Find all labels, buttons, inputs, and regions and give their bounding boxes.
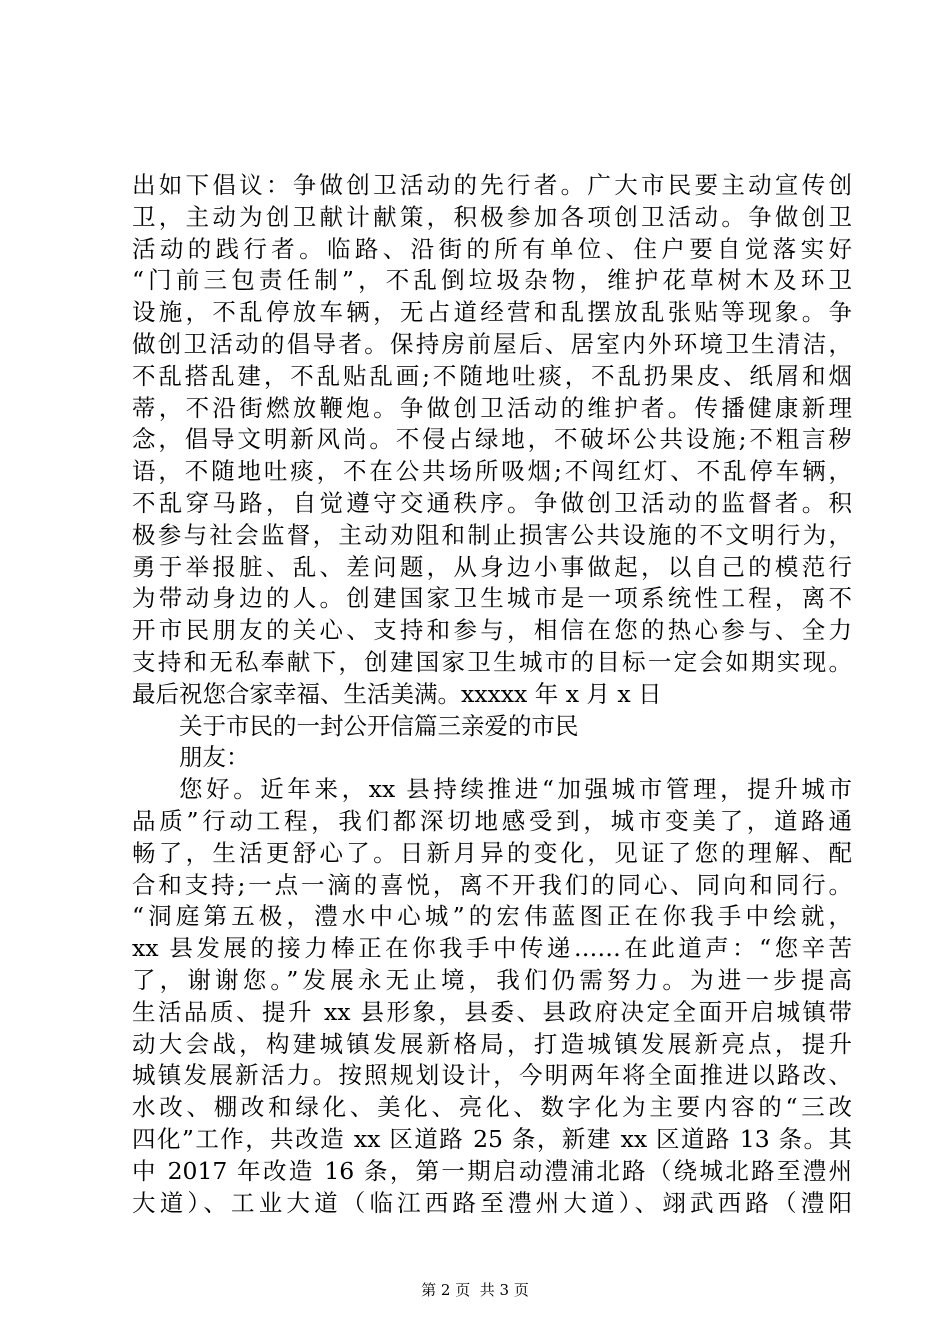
text-line: 大道）、工业大道（临江西路至澧州大道）、翊武西路（澧阳 (132, 1188, 852, 1217)
text-line: 不乱搭乱建，不乱贴乱画;不随地吐痰，不乱扔果皮、纸屑和烟 (132, 361, 852, 390)
text-line: 支持和无私奉献下，创建国家卫生城市的目标一定会如期实现。 (132, 647, 852, 676)
page-footer (0, 1280, 950, 1300)
section-heading: 关于市民的一封公开信篇三亲爱的市民 (179, 711, 579, 740)
text-line: 蒂，不沿街燃放鞭炮。争做创卫活动的维护者。传播健康新理 (132, 393, 852, 422)
text-line: “洞庭第五极，澧水中心城”的宏伟蓝图正在你我手中绘就， (132, 902, 852, 931)
text-line: 生活品质、提升 xx 县形象，县委、县政府决定全面开启城镇带 (132, 997, 852, 1026)
text-line: 极参与社会监督，主动劝阻和制止损害公共设施的不文明行为， (132, 520, 852, 549)
text-line: 合和支持;一点一滴的喜悦，离不开我们的同心、同向和同行。 (132, 870, 852, 899)
text-line: 水改、棚改和绿化、美化、亮化、数字化为主要内容的“三改 (132, 1093, 852, 1122)
text-line: 做创卫活动的倡导者。保持房前屋后、居室内外环境卫生清洁， (132, 329, 852, 358)
page-number: 第 2 页 共 3 页 (421, 1281, 529, 1299)
text-line: 开市民朋友的关心、支持和参与，相信在您的热心参与、全力 (132, 616, 852, 645)
text-line: 四化”工作，共改造 xx 区道路 25 条，新建 xx 区道路 13 条。其 (132, 1124, 852, 1153)
text-line: 为带动身边的人。创建国家卫生城市是一项系统性工程，离不 (132, 584, 852, 613)
text-line: 活动的践行者。临路、沿街的所有单位、住户要自觉落实好 (132, 234, 852, 263)
text-line: 设施，不乱停放车辆，无占道经营和乱摆放乱张贴等现象。争 (132, 298, 852, 327)
text-line: 畅了，生活更舒心了。日新月异的变化，见证了您的理解、配 (132, 838, 852, 867)
text-line: xx 县发展的接力棒正在你我手中传递……在此道声：“您辛苦 (132, 934, 852, 963)
text-line: 卫，主动为创卫献计献策，积极参加各项创卫活动。争做创卫 (132, 202, 852, 231)
text-line: 勇于举报脏、乱、差问题，从身边小事做起，以自己的模范行 (132, 552, 852, 581)
text-line: 您好。近年来，xx 县持续推进“加强城市管理，提升城市 (179, 775, 852, 804)
text-line: 品质”行动工程，我们都深切地感受到，城市变美了，道路通 (132, 806, 852, 835)
document-body (132, 170, 852, 1219)
text-line: 了，谢谢您。”发展永无止境，我们仍需努力。为进一步提高 (132, 965, 852, 994)
text-line: 动大会战，构建城镇发展新格局，打造城镇发展新亮点，提升 (132, 1029, 852, 1058)
text-line: 出如下倡议：争做创卫活动的先行者。广大市民要主动宣传创 (132, 171, 852, 199)
text-line: 不乱穿马路，自觉遵守交通秩序。争做创卫活动的监督者。积 (132, 488, 852, 517)
salutation: 朋友： (179, 743, 250, 772)
text-line: 语，不随地吐痰，不在公共场所吸烟;不闯红灯、不乱停车辆， (132, 457, 852, 486)
text-line: “门前三包责任制”，不乱倒垃圾杂物，维护花草树木及环卫 (132, 266, 852, 295)
text-line-date: 最后祝您合家幸福、生活美满。xxxxx 年 x 月 x 日 (132, 679, 662, 708)
text-line: 念，倡导文明新风尚。不侵占绿地，不破坏公共设施;不粗言秽 (132, 425, 852, 454)
text-line: 中 2017 年改造 16 条，第一期启动澧浦北路（绕城北路至澧州 (132, 1156, 852, 1185)
text-line: 城镇发展新活力。按照规划设计，今明两年将全面推进以路改、 (132, 1061, 852, 1090)
